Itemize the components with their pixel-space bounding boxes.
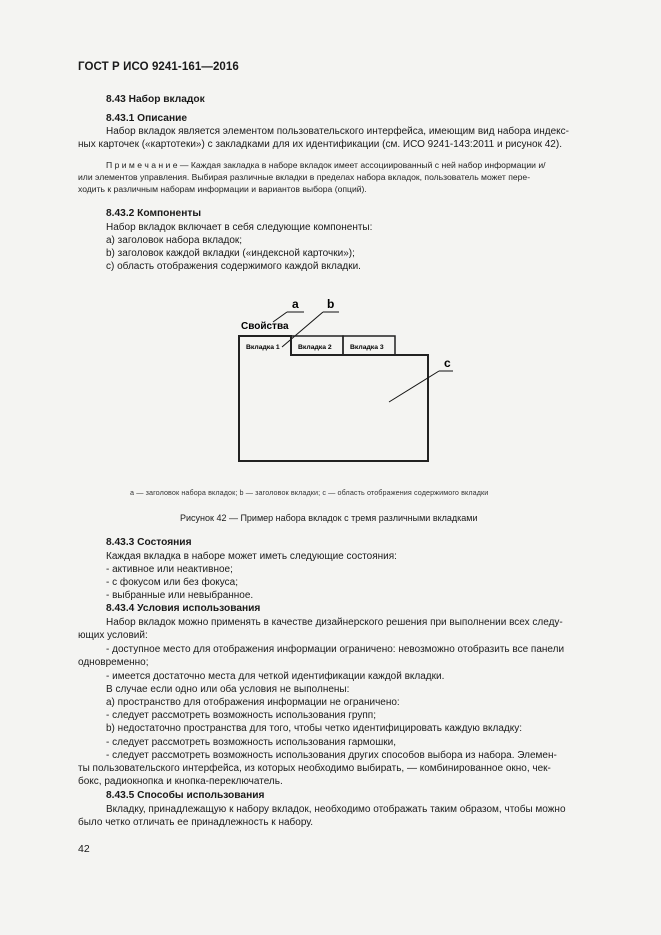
list-item: - выбранные или невыбранное. xyxy=(106,590,254,601)
figure-legend: a — заголовок набора вкладок; b — заголовок вкладки; c — область отображения содержимого вкладки xyxy=(130,488,489,497)
note-line: П р и м е ч а н и е — Каждая закладка в наборе вкладок имеет ассоциированный с ней набор информации и/ xyxy=(106,160,546,170)
note-line: ходить к различным наборам информации и вариантов выбора (опций). xyxy=(78,184,367,194)
paragraph-line: ных карточек («картотеки») с закладками для их идентификации (см. ИСО 9241-143:2011 и рисунок 42). xyxy=(78,139,562,150)
list-item: - с фокусом или без фокуса; xyxy=(106,577,238,588)
paragraph-line: Набор вкладок является элементом пользовательского интерфейса, имеющим вид набора индекс- xyxy=(106,126,569,137)
paragraph-line: ющих условий: xyxy=(78,630,148,641)
subsection-title-components: 8.43.2 Компоненты xyxy=(106,208,202,219)
list-item: a) заголовок набора вкладок; xyxy=(106,235,243,246)
marker-b: b xyxy=(327,297,335,311)
list-item: - активное или неактивное; xyxy=(106,564,233,575)
tab-set-title: Свойства xyxy=(241,321,289,332)
tab-label-1: Вкладка 1 xyxy=(246,344,280,351)
subsection-title-description: 8.43.1 Описание xyxy=(106,113,188,124)
paragraph-line: ты пользовательского интерфейса, из которых необходимо выбирать, — комбинированное окно, чек- xyxy=(78,763,551,774)
subsection-title-states: 8.43.3 Состояния xyxy=(106,537,192,548)
marker-a: a xyxy=(292,297,299,311)
list-item: - следует рассмотреть возможность использования других способов выбора из набора. Элемен- xyxy=(106,750,557,761)
list-item: b) заголовок каждой вкладки («индексной карточки»); xyxy=(106,248,355,259)
paragraph-line: Набор вкладок можно применять в качестве дизайнерского решения при выполнении всех следу- xyxy=(106,617,563,628)
paragraph-line: одновременно; xyxy=(78,657,149,668)
section-title: 8.43 Набор вкладок xyxy=(106,94,205,105)
tab-label-2: Вкладка 2 xyxy=(298,344,332,351)
list-item: - следует рассмотреть возможность использования групп; xyxy=(106,710,376,721)
page-number: 42 xyxy=(78,843,90,855)
list-item: - имеется достаточно места для четкой идентификации каждой вкладки. xyxy=(106,671,445,682)
list-item: c) область отображения содержимого каждой вкладки. xyxy=(106,261,361,272)
paragraph-line: Каждая вкладка в наборе может иметь следующие состояния: xyxy=(106,551,397,562)
document-header: ГОСТ Р ИСО 9241-161—2016 xyxy=(78,61,239,73)
marker-c-leader xyxy=(389,371,439,402)
subsection-title-methods: 8.43.5 Способы использования xyxy=(106,790,265,801)
paragraph-line: было четко отличать ее принадлежность к набору. xyxy=(78,817,314,828)
list-item: b) недостаточно пространства для того, чтобы четко идентифицировать каждую вкладку: xyxy=(106,723,523,734)
note-line: или элементов управления. Выбирая различные вкладки в пределах набора вкладок, пользователь может пере- xyxy=(78,172,531,182)
paragraph-line: Вкладку, принадлежащую к набору вкладок, необходимо отображать таким образом, чтобы можно xyxy=(106,804,566,815)
tab-set-figure xyxy=(225,292,465,472)
list-item: - доступное место для отображения информации ограничено: невозможно отобразить все панели xyxy=(106,644,565,655)
paragraph-line: бокс, радиокнопка и кнопка-переключатель. xyxy=(78,776,283,787)
figure-caption: Рисунок 42 — Пример набора вкладок с тремя различными вкладками xyxy=(180,513,478,523)
marker-c: c xyxy=(444,356,451,370)
list-item: a) пространство для отображения информации не ограничено: xyxy=(106,697,400,708)
list-item: - следует рассмотреть возможность использования гармошки, xyxy=(106,737,397,748)
paragraph-line: Набор вкладок включает в себя следующие компоненты: xyxy=(106,222,373,233)
subsection-title-conditions: 8.43.4 Условия использования xyxy=(106,603,261,614)
tab-label-3: Вкладка 3 xyxy=(350,344,384,351)
paragraph-line: В случае если одно или оба условия не выполнены: xyxy=(106,684,350,695)
